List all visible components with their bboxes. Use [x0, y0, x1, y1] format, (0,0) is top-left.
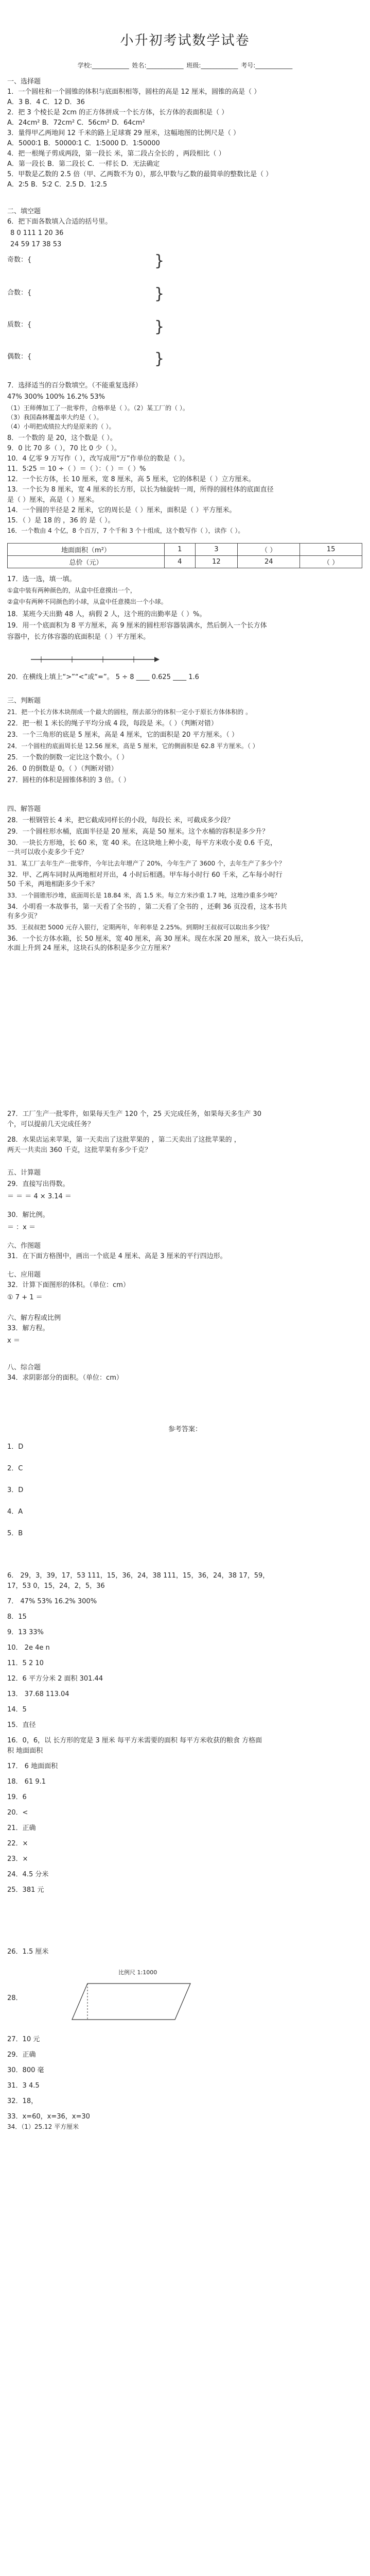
question-text: 25．一个数的倒数一定比这个数小。（ ） [7, 754, 129, 761]
question-text: 21．把一个长方体木块削成一个最大的圆柱，削去部分的体积一定小于原长方体体积的 。 [7, 708, 252, 716]
student-info-line: 学校:____________ 姓名:____________ 班级:____________ 考号:____________ [77, 62, 293, 69]
question-text: 8．一个数的 是 20，这个数是（ ）。 [7, 434, 117, 442]
answer-line: 7． 47% 53% 16.2% 300% [7, 1598, 97, 1605]
question-text: 24．一个圆柱的底面周长是 12.56 厘米，高是 5 厘米，它的侧面积是 62.8 平方厘米。（ ） [7, 742, 259, 750]
question-text: 33．一个圆锥形沙堆，底面周长是 18.84 米，高 1.5 米。每立方米沙重 1.7 吨，这堆沙重多少吨？ [7, 892, 280, 899]
question-text: 个，可以提前几天完成任务？ [7, 1121, 95, 1128]
answer-line: 24．4.5 分米 [7, 1871, 49, 1878]
expression-row: ＝ ＝ ＝ 4 × 3.14 ＝ [7, 1193, 72, 1200]
sub-question: ②盒中有两种不同颜色的小球，从盒中任意摸出一个小球。 [7, 598, 167, 605]
table-cell: 24 [238, 556, 300, 568]
question-text: 32．计算下面图形的体积。（单位：cm） [7, 1281, 130, 1289]
question-text: 11．5∶25 ＝ 10 ÷（ ）＝（ ）：（ ）＝（ ）% [7, 465, 146, 473]
parallelogram-figure [51, 1978, 196, 2025]
question-text: 33．解方程。 [7, 1325, 49, 1332]
question-text: 20．在横线上填上“>”“<”或“=”。 5 ÷ 8 ____ 0.625 ____ 1.6 [7, 673, 199, 681]
answer-line: 15．直径 [7, 1721, 36, 1729]
question-text: 16．一个数由 4 个亿，8 个百万，7 个千和 3 个十组成，这个数写作（ ），读作（ ）。 [7, 527, 244, 534]
answer-line: 5．B [7, 1530, 23, 1537]
question-text: 12．一个长方体，长 10 厘米，宽 8 厘米，高 5 厘米，它的体积是（ ）立方厘米。 [7, 476, 255, 483]
question-text: 14．一个圆的半径是 2 厘米，它的周长是（ ）厘米，面积是（ ）平方厘米。 [7, 506, 236, 514]
number-line-figure [31, 649, 165, 670]
answer-line: 10． 2e 4e n [7, 1644, 50, 1652]
answer-line: 29．正确 [7, 2051, 36, 2059]
answer-line: 2．C [7, 1465, 23, 1472]
answer-line: 27．10 元 [7, 2036, 40, 2043]
answer-line: 21．正确 [7, 1824, 36, 1832]
answer-line: 18． 61 9.1 [7, 1778, 46, 1786]
category-label: 奇数：{ [7, 256, 32, 264]
answer-line: 20．< [7, 1809, 28, 1817]
answer-line: 11．5 2 10 [7, 1659, 44, 1667]
question-text: 26．0 的倒数是 0。（ ）（判断对错） [7, 765, 118, 773]
question-text: 27．圆柱的体积是圆锥体积的 3 倍。（ ） [7, 776, 130, 784]
section-heading: 五、计算题 [7, 1169, 41, 1177]
question-text: 23．一个三角形的底是 5 厘米，高是 4 厘米，它的面积是 20 平方厘米。（ ） [7, 731, 239, 739]
question-text: 有多少页？ [7, 912, 41, 920]
section-heading: 六、解方程或比例 [7, 1314, 61, 1322]
category-label: 偶数：{ [7, 353, 32, 361]
question-text: 5．甲数是乙数的 2.5 倍（甲、乙两数不为 0），那么甲数与乙数的最简单的整数比是（ ） [7, 171, 273, 178]
answer-line: 22．× [7, 1840, 28, 1848]
expression-row: ① 7 + 1 ＝ [7, 1294, 43, 1301]
answer-line: 6． 29，3，39，17，53 111，15，36，24，38 111，15，36，24，38 17，59， [7, 1572, 270, 1580]
question-text: 32．甲、乙两车同时从两地相对开出，4 小时后相遇。甲车每小时行 60 千米，乙车每小时行 [7, 871, 283, 879]
answer-line: 19．6 [7, 1793, 27, 1801]
question-text: 容器中，长方体容器的底面积是（ ）平方厘米。 [7, 633, 150, 641]
choice-row: A．3 B．4 C．12 D．36 [7, 98, 85, 106]
table-cell: （ ） [300, 556, 362, 568]
question-text: 29．直接写出得数。 [7, 1180, 69, 1188]
answer-line: 17． 6 地面面积 [7, 1762, 58, 1770]
question-text: 1．一个圆柱和一个圆锥的体积与底面积相等，圆柱的高是 12 厘米，圆锥的高是（ ） [7, 88, 261, 96]
answer-line: 积 地面面积 [7, 1747, 43, 1755]
section-heading: 一、选择题 [7, 78, 41, 86]
section-heading: 七、应用题 [7, 1271, 41, 1279]
answer-line: 8．15 [7, 1613, 27, 1621]
question-text: 17．选一选，填一填。 [7, 575, 76, 583]
brace-close: } [154, 285, 165, 303]
choice-row: A．2∶5 B．5∶2 C．2.5 D．1∶2.5 [7, 181, 108, 189]
choice-row: A．第一段长 B．第二段长 C．一样长 D．无法确定 [7, 160, 160, 168]
unit-price-table [7, 543, 362, 568]
expression-row: ＝ ：x ＝ [7, 1224, 36, 1231]
choice-row: A．5000∶1 B．50000∶1 C．1∶5000 D．1∶50000 [7, 140, 160, 147]
brace-close: } [154, 350, 165, 368]
sub-question: （4）小明把成绩拉大约是原来的（ ）。 [7, 423, 115, 430]
question-text: 31．某工厂去年生产一批零件，今年比去年增产了 20%，今年生产了 3600 个，去年生产了多少个？ [7, 860, 285, 867]
answer-line: 9．13 33% [7, 1629, 44, 1636]
question-text: 19．用一个底面积为 8 平方厘米，高 9 厘米的圆柱形容器装满水，然后倒入一个长方体 [7, 622, 267, 630]
answers-heading: 参考答案： [168, 1426, 202, 1433]
brace-close: } [154, 318, 165, 336]
question-text: 34．小明看一本故事书，第一天看了全书的 ，第二天看了全书的 ，还剩 36 页没看，这本书共 [7, 903, 287, 911]
scale-label: 比例尺 1:1000 [118, 1969, 157, 1976]
expression-row: x ＝ [7, 1337, 20, 1345]
question-text: 水面上升到 24 厘米，这块石头的体积是多少立方厘米？ [7, 944, 174, 952]
sub-question: ①盒中装有两种颜色的，从盒中任意摸出一个， [7, 587, 136, 594]
table-cell: 地面面积（m²） [8, 544, 165, 556]
category-label: 合数：{ [7, 289, 32, 297]
answer-line: 31．3 4.5 [7, 2082, 40, 2090]
section-heading: 三、判断题 [7, 697, 41, 705]
answer-line: 28． [7, 1994, 23, 2002]
question-text: 两天一共卖出 360 千克，这批苹果有多少千克？ [7, 1146, 152, 1154]
table-cell: 15 [300, 544, 362, 556]
sub-question: （1）王师傅加工了一批零件，合格率是（ ）。（2）某工厂的（ ）。 [7, 404, 189, 412]
question-text: 34．求阴影部分的面积。（单位：cm） [7, 1374, 123, 1382]
question-text: 27．工厂生产一批零件，如果每天生产 120 个，25 天完成任务，如果每天多生产 30 [7, 1110, 261, 1118]
answer-line: 23．× [7, 1855, 28, 1863]
question-text: 3．量得甲乙两地间 12 千米的路上足球赛 29 厘米，这幅地图的比例尺是（ ） [7, 129, 240, 137]
question-text: 2．把 3 个棱长是 2cm 的正方体拼成一个长方体，长方体的表面积是（ ） [7, 109, 228, 116]
question-text: 13．一个长为 8 厘米，宽 4 厘米的长方形，以长为轴旋转一周，所得的圆柱体的底面直径 [7, 486, 274, 494]
answer-line: 12．6 平方分米 2 面积 301.44 [7, 1675, 103, 1683]
question-text: 28．一根钢管长 4 米，把它截成同样长的小段，每段长 米，可截成多少段？ [7, 817, 234, 824]
question-text: 29．一个圆柱形水桶，底面半径是 20 厘米，高是 50 厘米。这个水桶的容积是多少升？ [7, 828, 269, 836]
answer-line: 26．1.5 厘米 [7, 1948, 49, 1956]
answer-line: 32．18， [7, 2097, 38, 2105]
answer-line: 34．（1）25.12 平方厘米 [7, 2123, 79, 2130]
table-cell: 总价（元） [8, 556, 165, 568]
answer-line: 33．x=60，x=36，x=30 [7, 2113, 90, 2121]
answer-line: 4．A [7, 1508, 23, 1516]
answer-line: 1．D [7, 1443, 24, 1451]
question-text: 31．在下面方格图中，画出一个底是 4 厘米、高是 3 厘米的平行四边形。 [7, 1252, 227, 1260]
sub-question: （3）我国森林覆盖率大约是（ ）。 [7, 414, 103, 421]
number-row: 24 59 17 38 53 [10, 241, 62, 248]
question-text: 30．一块长方形地，长 60 米，宽 40 米。在这块地上种小麦，每平方米收小麦 0.6 千克， [7, 839, 277, 847]
page-title: 小升初考试数学试卷 [120, 33, 250, 48]
question-text: 35．王叔叔把 5000 元存入银行，定期两年，年利率是 2.25%。到期时王叔叔可以取出多少钱？ [7, 924, 273, 931]
question-text: 15．（ ）是 18 的 ，36 的 是（ ）。 [7, 517, 115, 524]
question-text: 30．解比例。 [7, 1211, 49, 1219]
table-cell: （ ） [238, 544, 300, 556]
question-text: 6．把下面各数填入合适的括号里。 [7, 218, 112, 226]
section-heading: 四、解答题 [7, 805, 41, 813]
question-text: 7．选择适当的百分数填空。（不能重复选择） [7, 382, 142, 389]
table-cell: 12 [195, 556, 238, 568]
number-row: 8 0 111 1 20 36 [10, 229, 64, 237]
question-text: 18．某班今天出勤 48 人，病假 2 人，这个班的出勤率是（ ）%。 [7, 611, 206, 618]
question-text: 28．水果店运来苹果，第一天卖出了这批苹果的 ，第二天卖出了这批苹果的 ， [7, 1136, 241, 1144]
table-cell: 3 [195, 544, 238, 556]
answer-line: 25．381 元 [7, 1886, 44, 1894]
answer-line: 16．0，6，以 长方形的宽是 3 厘米 每平方米需要的面积 每平方米收获的粮食 方格面 [7, 1737, 262, 1744]
brace-close: } [154, 252, 165, 270]
question-text: 是（ ）厘米，高是（ ）厘米。 [7, 496, 99, 504]
table-cell: 4 [164, 556, 195, 568]
category-label: 质数：{ [7, 321, 32, 329]
answer-line: 14．5 [7, 1706, 27, 1714]
answer-line: 13． 37.68 113.04 [7, 1690, 69, 1698]
answer-line: 17，53 0，15，24，2，5，36 [7, 1582, 105, 1590]
table-cell: 1 [164, 544, 195, 556]
question-text: 一共可以收小麦多少千克？ [7, 849, 88, 856]
question-text: 10．4 亿零 9 万写作（ ），改写成用“万”作单位的数是（ ）。 [7, 455, 189, 463]
section-heading: 二、填空题 [7, 208, 41, 215]
question-text: 9．0 比 70 多（ ），70 比 0 少（ ）。 [7, 445, 121, 452]
question-text: 50 千米，两地相距多少千米？ [7, 880, 98, 888]
option-row: 47% 300% 100% 16.2% 53% [7, 393, 105, 401]
choice-row: A．24cm² B．72cm² C．56cm² D．64cm² [7, 119, 145, 127]
question-text: 22．把一根 1 米长的绳子平均分成 4 段，每段是 米。（ ）（判断对错） [7, 720, 218, 727]
section-heading: 六、作图题 [7, 1242, 41, 1250]
question-text: 4．把一根绳子剪成两段，第一段长 米，第二段占全长的 ，两段相比（ ） [7, 150, 225, 158]
answer-line: 3．D [7, 1486, 24, 1494]
section-heading: 八、综合题 [7, 1364, 41, 1371]
question-text: 36．一个长方体水箱，长 50 厘米，宽 40 厘米，高 30 厘米。现在水深 20 厘米，放入一块石头后， [7, 935, 308, 943]
answer-line: 30．800 毫 [7, 2066, 44, 2074]
